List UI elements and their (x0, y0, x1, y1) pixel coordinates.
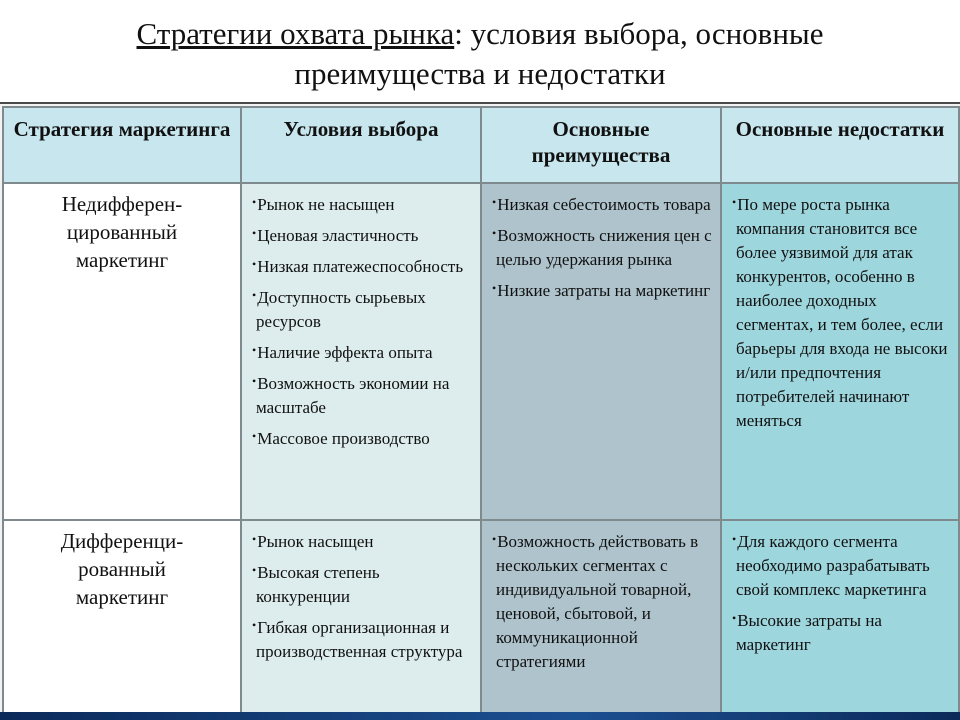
list-item (732, 606, 952, 657)
list-item-text: Возможность действовать в нескольких сегментах с индивидуальной товарной, ценовой, сбытовой, и коммуникационной стратегиями (496, 532, 699, 672)
list-item (492, 190, 714, 217)
list-item-text: Ценовая эластичность (257, 226, 419, 245)
list-item (492, 276, 714, 303)
title-underlined: Стратегии охвата рынка (136, 16, 455, 51)
strategy-line: Недифферен- (61, 192, 183, 216)
list-item-text: Высокие затраты на маркетинг (736, 611, 882, 655)
disadvantages-cell (721, 183, 959, 520)
advantages-cell (481, 520, 721, 715)
disadvantages-list (722, 521, 958, 665)
list-item (252, 527, 474, 554)
bullet-icon: • (492, 226, 497, 240)
list-item (252, 369, 474, 420)
header-row (3, 107, 959, 183)
header-disadvantages: Основные недостатки (721, 107, 959, 183)
list-item-text: Возможность снижения цен с целью удержания рынка (496, 226, 712, 269)
strategy-line: цированный (66, 220, 178, 244)
strategy-cell (3, 520, 241, 715)
list-item-text: Рынок не насыщен (257, 195, 395, 214)
bullet-icon: • (252, 618, 257, 633)
disadvantages-list (722, 184, 958, 441)
strategy-table (2, 106, 960, 716)
list-item (492, 221, 714, 272)
list-item-text: Гибкая организационная и производственная структура (256, 618, 463, 662)
list-item-text: Рынок насыщен (257, 532, 374, 552)
title-line2: преимущества и недостатки (294, 56, 666, 91)
bullet-icon: • (252, 374, 257, 388)
list-item (252, 221, 474, 248)
list-item (252, 283, 474, 334)
strategy-cell (3, 183, 241, 520)
bullet-icon: • (252, 563, 257, 578)
advantages-list (482, 521, 720, 682)
strategy-line: маркетинг (75, 248, 169, 272)
list-item-text: По мере роста рынка компания становится все более уязвимой для атак конкурентов, особенно в наиболее доходных сегментах, и тем более, если барьеры для входа не высоки и/или предпочтения потребителей начинают меняться (736, 195, 948, 430)
list-item (732, 527, 952, 602)
list-item-text: Массовое производство (257, 429, 430, 448)
list-item (492, 527, 714, 674)
conditions-list (242, 521, 480, 672)
list-item-text: Низкие затраты на маркетинг (497, 281, 711, 300)
bullet-icon: • (492, 532, 497, 547)
bullet-icon: • (252, 226, 257, 240)
list-item-text: Высокая степень конкуренции (256, 563, 380, 607)
list-item-text: Доступность сырьевых ресурсов (256, 288, 426, 331)
list-item (252, 190, 474, 217)
table-frame (0, 102, 960, 720)
list-item-text: Низкая платежеспособность (257, 257, 464, 276)
list-item (252, 613, 474, 664)
bullet-icon: • (252, 343, 257, 357)
table-row (3, 183, 959, 520)
list-item (252, 558, 474, 609)
strategy-line: Дифференци- (60, 529, 184, 554)
list-item-text: Для каждого сегмента необходимо разрабатывать свой комплекс маркетинга (736, 532, 930, 600)
header-advantages: Основные преимущества (481, 107, 721, 183)
bullet-icon: • (732, 532, 737, 547)
bullet-icon: • (732, 195, 737, 209)
conditions-cell (241, 520, 481, 715)
strategy-line: маркетинг (75, 585, 169, 610)
bullet-icon: • (492, 281, 497, 295)
list-item (252, 252, 474, 279)
bottom-bar (0, 712, 960, 720)
conditions-list (242, 184, 480, 459)
conditions-cell (241, 183, 481, 520)
list-item (732, 190, 952, 433)
advantages-cell (481, 183, 721, 520)
slide-title (0, 14, 960, 94)
list-item-text: Наличие эффекта опыта (257, 343, 433, 362)
advantages-list (482, 184, 720, 311)
list-item-text: Возможность экономии на масштабе (256, 374, 450, 417)
bullet-icon: • (252, 429, 257, 443)
list-item (252, 338, 474, 365)
bullet-icon: • (252, 195, 257, 209)
strategy-line: рованный (78, 557, 166, 582)
bullet-icon: • (732, 611, 737, 626)
bullet-icon: • (492, 195, 497, 209)
bullet-icon: • (252, 257, 257, 271)
table-row (3, 520, 959, 715)
disadvantages-cell (721, 520, 959, 715)
header-strategy: Стратегия маркетинга (3, 107, 241, 183)
bullet-icon: • (252, 288, 257, 302)
bullet-icon: • (252, 532, 257, 547)
list-item-text: Низкая себестоимость товара (497, 195, 711, 214)
list-item (252, 424, 474, 451)
header-conditions: Условия выбора (241, 107, 481, 183)
title-rest: : условия выбора, основные (454, 16, 824, 51)
